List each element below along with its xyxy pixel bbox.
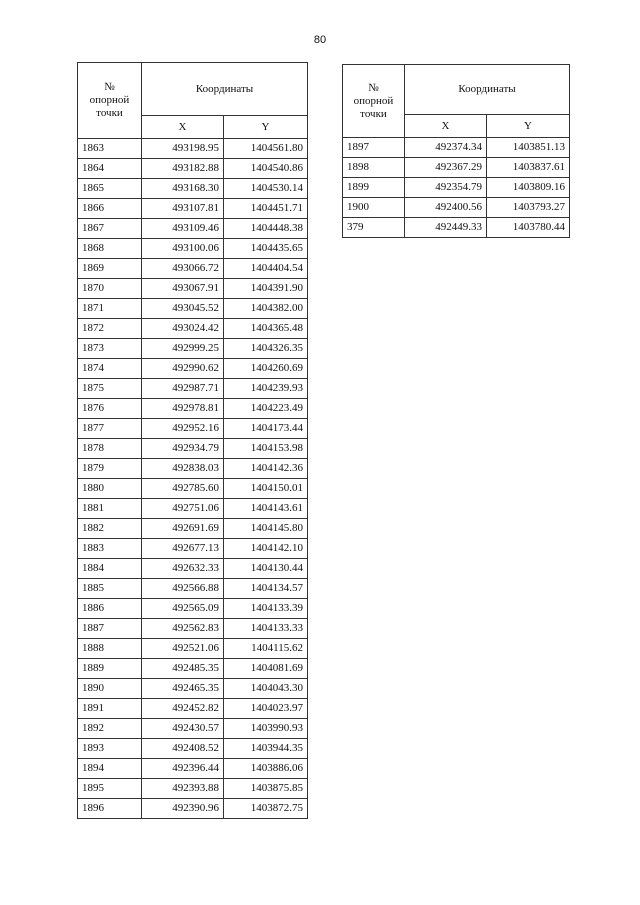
coordinates-table-left <box>77 62 308 819</box>
table-row <box>78 499 308 519</box>
point-number-cell: 1877 <box>78 419 142 439</box>
point-number-cell: 1871 <box>78 299 142 319</box>
table-row <box>78 539 308 559</box>
header-num-line-2: опорной <box>89 94 130 106</box>
point-number-cell: 1870 <box>78 279 142 299</box>
x-coordinate-cell: 492566.88 <box>142 579 224 599</box>
x-coordinate-cell: 492390.96 <box>142 799 224 819</box>
table-row <box>78 379 308 399</box>
y-coordinate-cell: 1404435.65 <box>224 239 308 259</box>
x-coordinate-cell: 492632.33 <box>142 559 224 579</box>
y-coordinate-cell: 1403837.61 <box>487 158 570 178</box>
point-number-cell: 1883 <box>78 539 142 559</box>
table-row <box>78 459 308 479</box>
x-coordinate-cell: 493168.30 <box>142 179 224 199</box>
point-number-cell: 1887 <box>78 619 142 639</box>
table-row <box>78 339 308 359</box>
y-coordinate-cell: 1404043.30 <box>224 679 308 699</box>
point-number-cell: 1897 <box>343 138 405 158</box>
x-coordinate-cell: 492396.44 <box>142 759 224 779</box>
point-number-cell: 1886 <box>78 599 142 619</box>
y-coordinate-cell: 1404561.80 <box>224 139 308 159</box>
y-coordinate-cell: 1404081.69 <box>224 659 308 679</box>
x-coordinate-cell: 492691.69 <box>142 519 224 539</box>
table-row <box>343 198 570 218</box>
y-coordinate-cell: 1403872.75 <box>224 799 308 819</box>
y-coordinate-cell: 1404173.44 <box>224 419 308 439</box>
x-coordinate-cell: 492465.35 <box>142 679 224 699</box>
x-coordinate-cell: 492400.56 <box>405 198 487 218</box>
table-row <box>78 199 308 219</box>
y-coordinate-cell: 1404130.44 <box>224 559 308 579</box>
x-coordinate-cell: 492452.82 <box>142 699 224 719</box>
header-num-line-2: опорной <box>353 94 394 107</box>
point-number-cell: 1890 <box>78 679 142 699</box>
point-number-cell: 1867 <box>78 219 142 239</box>
x-coordinate-cell: 492521.06 <box>142 639 224 659</box>
table-row <box>78 479 308 499</box>
table-row <box>78 139 308 159</box>
table-row <box>78 259 308 279</box>
table-row <box>343 138 570 158</box>
point-number-cell: 1865 <box>78 179 142 199</box>
y-coordinate-cell: 1404448.38 <box>224 219 308 239</box>
y-coordinate-cell: 1403990.93 <box>224 719 308 739</box>
y-coordinate-cell: 1404404.54 <box>224 259 308 279</box>
y-coordinate-cell: 1404239.93 <box>224 379 308 399</box>
point-number-cell: 379 <box>343 218 405 238</box>
y-coordinate-cell: 1404451.71 <box>224 199 308 219</box>
table-row <box>78 219 308 239</box>
point-number-cell: 1872 <box>78 319 142 339</box>
table-row <box>78 799 308 819</box>
point-number-cell: 1888 <box>78 639 142 659</box>
y-coordinate-cell: 1404260.69 <box>224 359 308 379</box>
x-coordinate-cell: 493066.72 <box>142 259 224 279</box>
header-num-line-1: № <box>104 81 115 93</box>
table-row <box>78 359 308 379</box>
point-number-cell: 1869 <box>78 259 142 279</box>
x-coordinate-cell: 492562.83 <box>142 619 224 639</box>
x-coordinate-cell: 492430.57 <box>142 719 224 739</box>
header-coordinates: Координаты <box>405 65 570 115</box>
y-coordinate-cell: 1404134.57 <box>224 579 308 599</box>
table-row <box>78 419 308 439</box>
x-coordinate-cell: 493067.91 <box>142 279 224 299</box>
y-coordinate-cell: 1404223.49 <box>224 399 308 419</box>
y-coordinate-cell: 1404150.01 <box>224 479 308 499</box>
x-coordinate-cell: 493198.95 <box>142 139 224 159</box>
y-coordinate-cell: 1404115.62 <box>224 639 308 659</box>
table-row <box>78 759 308 779</box>
x-coordinate-cell: 493045.52 <box>142 299 224 319</box>
point-number-cell: 1899 <box>343 178 405 198</box>
point-number-cell: 1866 <box>78 199 142 219</box>
point-number-cell: 1891 <box>78 699 142 719</box>
x-coordinate-cell: 492978.81 <box>142 399 224 419</box>
table-row <box>343 178 570 198</box>
header-num-line-3: точки <box>360 107 387 120</box>
table-row <box>78 239 308 259</box>
table-row <box>78 579 308 599</box>
y-coordinate-cell: 1404153.98 <box>224 439 308 459</box>
x-coordinate-cell: 492838.03 <box>142 459 224 479</box>
y-coordinate-cell: 1404391.90 <box>224 279 308 299</box>
x-coordinate-cell: 492751.06 <box>142 499 224 519</box>
y-coordinate-cell: 1403851.13 <box>487 138 570 158</box>
y-coordinate-cell: 1404145.80 <box>224 519 308 539</box>
x-coordinate-cell: 492999.25 <box>142 339 224 359</box>
table-row <box>78 179 308 199</box>
x-coordinate-cell: 492677.13 <box>142 539 224 559</box>
y-coordinate-cell: 1403780.44 <box>487 218 570 238</box>
header-x: X <box>142 116 224 139</box>
point-number-cell: 1879 <box>78 459 142 479</box>
point-number-cell: 1868 <box>78 239 142 259</box>
point-number-cell: 1874 <box>78 359 142 379</box>
page-number: 80 <box>313 34 327 46</box>
x-coordinate-cell: 492408.52 <box>142 739 224 759</box>
table-row <box>78 619 308 639</box>
x-coordinate-cell: 492374.34 <box>405 138 487 158</box>
x-coordinate-cell: 493024.42 <box>142 319 224 339</box>
point-number-cell: 1893 <box>78 739 142 759</box>
table-row <box>343 158 570 178</box>
y-coordinate-cell: 1404540.86 <box>224 159 308 179</box>
header-num-line-1: № <box>368 81 379 94</box>
point-number-cell: 1896 <box>78 799 142 819</box>
y-coordinate-cell: 1404382.00 <box>224 299 308 319</box>
y-coordinate-cell: 1404326.35 <box>224 339 308 359</box>
y-coordinate-cell: 1403875.85 <box>224 779 308 799</box>
point-number-cell: 1895 <box>78 779 142 799</box>
y-coordinate-cell: 1404133.33 <box>224 619 308 639</box>
point-number-cell: 1894 <box>78 759 142 779</box>
table-row <box>78 719 308 739</box>
x-coordinate-cell: 493100.06 <box>142 239 224 259</box>
header-point-number <box>78 63 142 139</box>
header-y: Y <box>224 116 308 139</box>
point-number-cell: 1875 <box>78 379 142 399</box>
point-number-cell: 1889 <box>78 659 142 679</box>
header-y: Y <box>487 115 570 138</box>
header-x: X <box>405 115 487 138</box>
header-point-number <box>343 65 405 138</box>
y-coordinate-cell: 1403809.16 <box>487 178 570 198</box>
x-coordinate-cell: 492393.88 <box>142 779 224 799</box>
table-row <box>78 279 308 299</box>
table-row <box>78 779 308 799</box>
table-row <box>78 519 308 539</box>
point-number-cell: 1880 <box>78 479 142 499</box>
y-coordinate-cell: 1404133.39 <box>224 599 308 619</box>
table-row <box>78 559 308 579</box>
table-row <box>78 599 308 619</box>
point-number-cell: 1873 <box>78 339 142 359</box>
x-coordinate-cell: 492934.79 <box>142 439 224 459</box>
table-row <box>78 659 308 679</box>
y-coordinate-cell: 1404142.10 <box>224 539 308 559</box>
y-coordinate-cell: 1404365.48 <box>224 319 308 339</box>
table-row <box>78 299 308 319</box>
point-number-cell: 1884 <box>78 559 142 579</box>
point-number-cell: 1885 <box>78 579 142 599</box>
table-row <box>78 159 308 179</box>
x-coordinate-cell: 492565.09 <box>142 599 224 619</box>
x-coordinate-cell: 492952.16 <box>142 419 224 439</box>
header-coordinates: Координаты <box>142 63 308 116</box>
table-row <box>78 319 308 339</box>
y-coordinate-cell: 1403886.06 <box>224 759 308 779</box>
y-coordinate-cell: 1403793.27 <box>487 198 570 218</box>
table-row <box>78 679 308 699</box>
x-coordinate-cell: 492485.35 <box>142 659 224 679</box>
x-coordinate-cell: 492367.29 <box>405 158 487 178</box>
point-number-cell: 1863 <box>78 139 142 159</box>
x-coordinate-cell: 492987.71 <box>142 379 224 399</box>
x-coordinate-cell: 493182.88 <box>142 159 224 179</box>
x-coordinate-cell: 493107.81 <box>142 199 224 219</box>
y-coordinate-cell: 1403944.35 <box>224 739 308 759</box>
table-row <box>78 699 308 719</box>
point-number-cell: 1898 <box>343 158 405 178</box>
coordinates-table-right <box>342 64 570 238</box>
point-number-cell: 1881 <box>78 499 142 519</box>
point-number-cell: 1864 <box>78 159 142 179</box>
y-coordinate-cell: 1404530.14 <box>224 179 308 199</box>
point-number-cell: 1878 <box>78 439 142 459</box>
x-coordinate-cell: 492354.79 <box>405 178 487 198</box>
table-row <box>78 399 308 419</box>
x-coordinate-cell: 493109.46 <box>142 219 224 239</box>
table-row <box>78 739 308 759</box>
x-coordinate-cell: 492990.62 <box>142 359 224 379</box>
table-row <box>78 439 308 459</box>
y-coordinate-cell: 1404023.97 <box>224 699 308 719</box>
x-coordinate-cell: 492449.33 <box>405 218 487 238</box>
table-row <box>343 218 570 238</box>
header-num-line-3: точки <box>96 107 123 119</box>
x-coordinate-cell: 492785.60 <box>142 479 224 499</box>
y-coordinate-cell: 1404142.36 <box>224 459 308 479</box>
table-row <box>78 639 308 659</box>
point-number-cell: 1876 <box>78 399 142 419</box>
point-number-cell: 1882 <box>78 519 142 539</box>
y-coordinate-cell: 1404143.61 <box>224 499 308 519</box>
point-number-cell: 1892 <box>78 719 142 739</box>
point-number-cell: 1900 <box>343 198 405 218</box>
